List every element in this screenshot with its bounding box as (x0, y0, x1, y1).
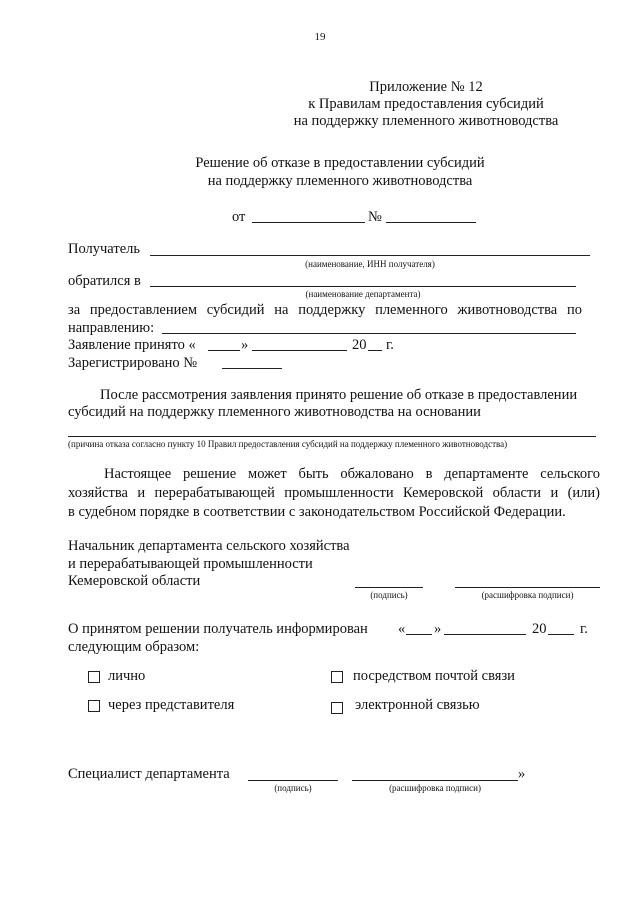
accepted-year-prefix: 20 (352, 337, 367, 353)
informed-year-suffix: г. (580, 621, 588, 637)
decision-line-1: После рассмотрения заявления принято решение об отказе в предоставлении (100, 387, 578, 403)
head-decode-field[interactable] (455, 587, 600, 588)
specialist-signature-caption: (подпись) (274, 783, 312, 793)
specialist-label: Специалист департамента (68, 766, 230, 782)
recipient-caption: (наименование, ИНН получателя) (305, 259, 435, 269)
accepted-label: Заявление принято « (68, 337, 196, 353)
accepted-month-field[interactable] (252, 350, 347, 351)
date-field[interactable] (252, 222, 365, 223)
number-label: № (368, 209, 382, 225)
informed-line-2: следующим образом: (68, 639, 200, 655)
specialist-decode-field[interactable] (352, 780, 518, 781)
appeal-line-1: Настоящее решение может быть обжаловано в департаменте сельского (104, 466, 600, 482)
registered-label: Зарегистрировано № (68, 355, 198, 371)
recipient-field[interactable] (150, 255, 590, 256)
informed-label: О принятом решении получатель информирован (68, 621, 368, 637)
checkbox[interactable] (88, 700, 100, 712)
refusal-reason-caption: (причина отказа согласно пункту 10 Правил предоставления субсидий на поддержку племенного животноводства) (68, 439, 508, 449)
informed-year-prefix: 20 (532, 621, 547, 637)
informed-close-quote: » (434, 621, 442, 637)
checkbox[interactable] (331, 702, 343, 714)
title-line-1: Решение об отказе в предоставлении субсидий (195, 155, 485, 171)
department-field[interactable] (150, 286, 576, 287)
option-label: лично (108, 668, 146, 684)
head-signature-field[interactable] (355, 587, 423, 588)
option-label: электронной связью (355, 697, 480, 713)
appeal-line-3: в судебном порядке в соответствии с законодательством Российской Федерации. (68, 504, 566, 520)
appeal-line-2: хозяйства и перерабатывающей промышленности Кемеровской области и (или) (68, 485, 600, 501)
head-title-line-2: и перерабатывающей промышленности (68, 556, 313, 572)
specialist-decode-caption: (расшифровка подписи) (389, 783, 481, 793)
specialist-signature-field[interactable] (248, 780, 338, 781)
head-title-line-3: Кемеровской области (68, 573, 201, 589)
informed-open-quote: « (398, 621, 406, 637)
informed-year-field[interactable] (548, 634, 574, 635)
appendix-rules: к Правилам предоставления субсидий (308, 96, 544, 112)
appendix-subject: на поддержку племенного животноводства (293, 113, 559, 129)
specialist-close-quote: » (518, 766, 526, 782)
refusal-reason-field[interactable] (68, 436, 596, 437)
page-number: 19 (314, 31, 326, 43)
informed-month-field[interactable] (444, 634, 526, 635)
accepted-day-field[interactable] (208, 350, 240, 351)
applied-label: обратился в (68, 273, 141, 289)
direction-field[interactable] (162, 333, 576, 334)
accepted-year-field[interactable] (368, 350, 382, 351)
purpose-line-1: за предоставлением субсидий на поддержку племенного животноводства по (68, 302, 582, 318)
direction-label: направлению: (68, 320, 155, 336)
date-label: от (232, 209, 246, 225)
head-title-line-1: Начальник департамента сельского хозяйства (68, 538, 350, 554)
option-label: через представителя (108, 697, 235, 713)
head-signature-caption: (подпись) (370, 590, 408, 600)
checkbox[interactable] (331, 671, 343, 683)
checkbox[interactable] (88, 671, 100, 683)
informed-day-field[interactable] (406, 634, 432, 635)
title-line-2: на поддержку племенного животноводства (207, 173, 473, 189)
department-caption: (наименование департамента) (305, 289, 421, 299)
appendix-number: Приложение № 12 (369, 79, 483, 95)
decision-line-2: субсидий на поддержку племенного животноводства на основании (68, 404, 481, 420)
registered-number-field[interactable] (222, 368, 282, 369)
option-label: посредством почтой связи (353, 668, 515, 684)
number-field[interactable] (386, 222, 476, 223)
accepted-close-quote: » (241, 337, 249, 353)
accepted-year-suffix: г. (386, 337, 394, 353)
recipient-label: Получатель (68, 241, 140, 257)
head-decode-caption: (расшифровка подписи) (481, 590, 574, 600)
